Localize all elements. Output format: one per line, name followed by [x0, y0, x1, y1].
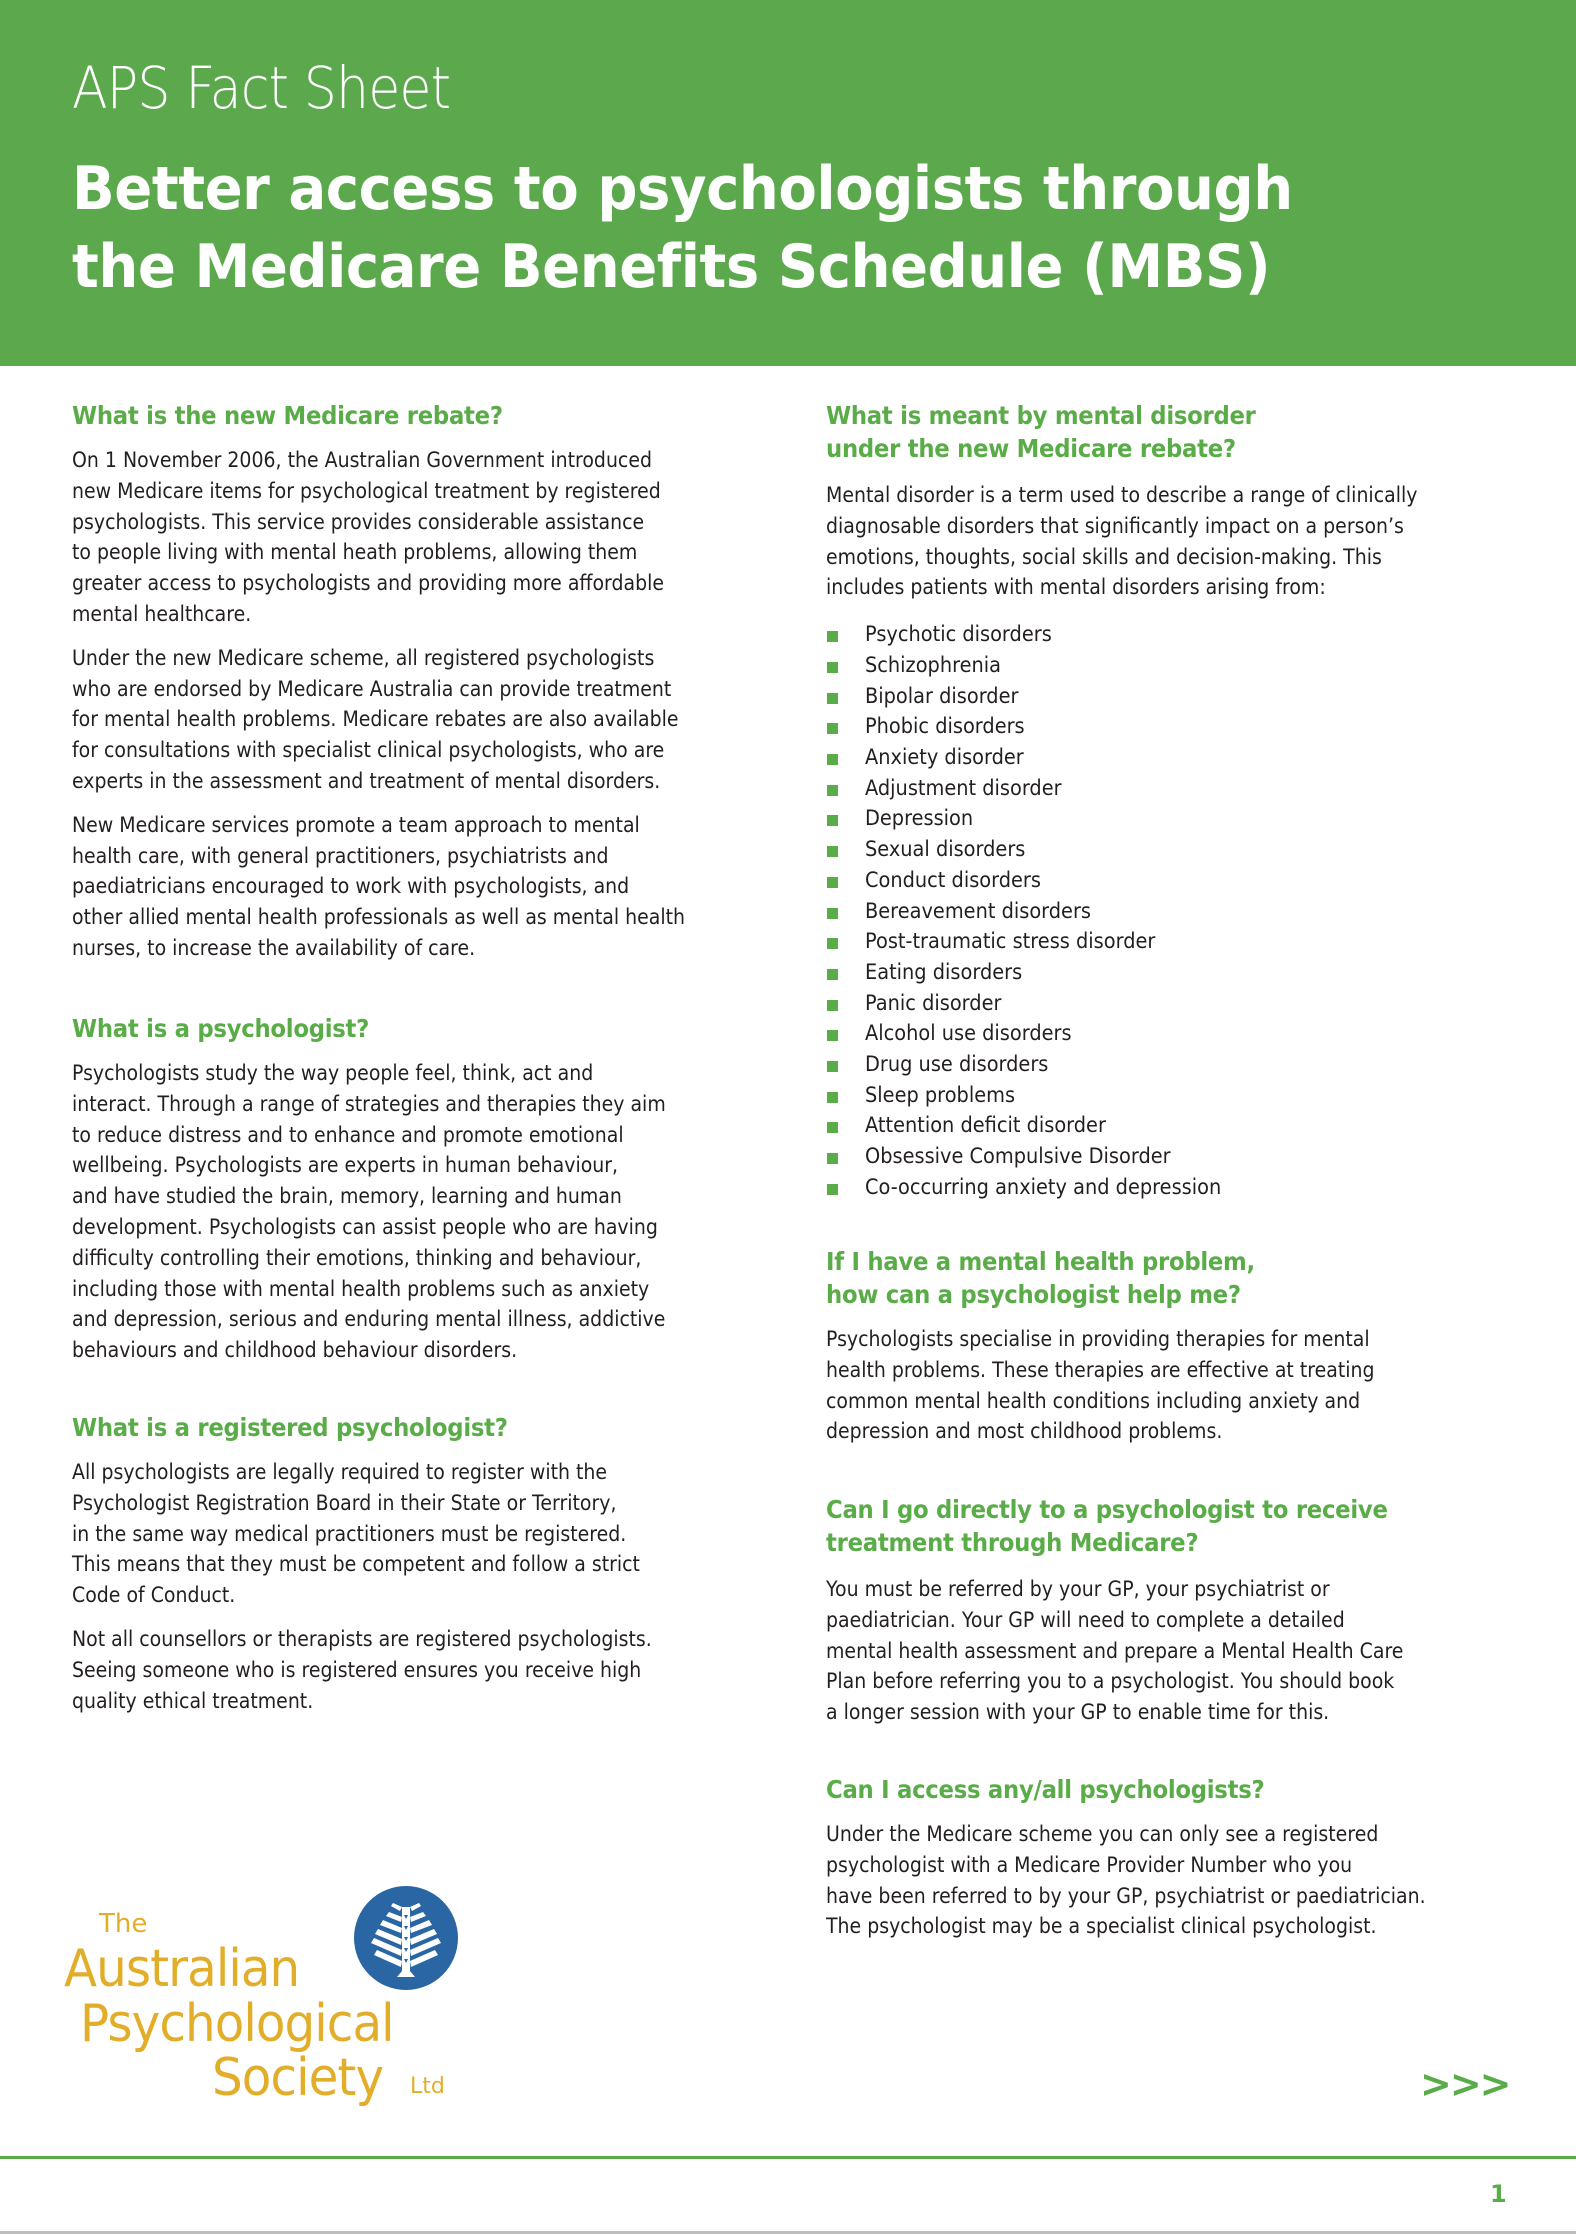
- section-heading: If I have a mental health problem, how can a psychologist help me?: [826, 1247, 1255, 1309]
- list-item: Attention deficit disorder: [826, 1111, 1526, 1142]
- logo-text-psychological: Psychological: [80, 1994, 394, 2054]
- list-item: Depression: [826, 804, 1526, 835]
- list-item: Obsessive Compulsive Disorder: [826, 1142, 1526, 1173]
- section-what-is-psychologist: [72, 1012, 772, 1367]
- square-bullet-icon: [827, 693, 838, 704]
- section-heading: Can I go directly to a psychologist to receive treatment through Medicare?: [826, 1495, 1388, 1557]
- square-bullet-icon: [827, 1030, 838, 1041]
- list-item: Conduct disorders: [826, 866, 1526, 897]
- paragraph: Not all counsellors or therapists are registered psychologists. Seeing someone who is registered ensures you receive high quality ethical treatment.: [72, 1626, 652, 1714]
- list-item: Sexual disorders: [826, 835, 1526, 866]
- section-mental-disorder-definition: [826, 399, 1526, 1204]
- square-bullet-icon: [827, 908, 838, 919]
- section-new-medicare-rebate: [72, 399, 772, 965]
- list-item: Anxiety disorder: [826, 743, 1526, 774]
- list-item: Panic disorder: [826, 989, 1526, 1020]
- section-heading: What is the new Medicare rebate?: [72, 401, 503, 430]
- document-type-label: APS Fact Sheet: [72, 54, 451, 122]
- footer-divider: [0, 2156, 1576, 2159]
- paragraph: Mental disorder is a term used to describe a range of clinically diagnosable disorders that significantly impact on a person’s emotions, thoughts, social skills and decision-making. This includes patients with mental disorders arising from:: [826, 483, 1418, 601]
- paragraph: Under the new Medicare scheme, all registered psychologists who are endorsed by Medicare Australia can provide treatment for mental health problems. Medicare rebates are also available for consultations with specialist clinical psychologists, who are experts in the assessment and treatment of mental disorders.: [72, 645, 679, 794]
- square-bullet-icon: [827, 1000, 838, 1011]
- list-item: Co-occurring anxiety and depression: [826, 1173, 1526, 1204]
- square-bullet-icon: [827, 1092, 838, 1103]
- section-how-psychologist-helps: [826, 1245, 1526, 1448]
- paragraph: Psychologists study the way people feel, think, act and interact. Through a range of strategies and therapies they aim to reduce distress and to enhance and promote emotional wellbeing. Psychologists are experts in human behaviour, and have studied the brain, memory, learning and human development. Psychologists can assist people who are having difficulty controlling their emotions, thinking and behaviour, including those with mental health problems such as anxiety and depression, serious and enduring mental illness, addictive behaviours and childhood behaviour disorders.: [72, 1061, 666, 1364]
- square-bullet-icon: [827, 846, 838, 857]
- square-bullet-icon: [827, 938, 838, 949]
- header-banner: [0, 0, 1576, 366]
- list-item: Adjustment disorder: [826, 774, 1526, 805]
- page-title-line-1: Better access to psychologists through: [72, 154, 1293, 224]
- square-bullet-icon: [827, 1122, 838, 1133]
- section-direct-access: [826, 1493, 1526, 1729]
- paragraph: You must be referred by your GP, your psychiatrist or paediatrician. Your GP will need to complete a detailed mental health assessment and prepare a Mental Health Care Plan before referring you to a psychologist. You should book a longer session with your GP to enable time for this.: [826, 1577, 1404, 1726]
- list-item: Eating disorders: [826, 958, 1526, 989]
- section-heading: What is a psychologist?: [72, 1014, 370, 1043]
- square-bullet-icon: [827, 1184, 838, 1195]
- page-number: 1: [1490, 2180, 1507, 2208]
- square-bullet-icon: [827, 662, 838, 673]
- list-item: Phobic disorders: [826, 712, 1526, 743]
- list-item: Post-traumatic stress disorder: [826, 927, 1526, 958]
- square-bullet-icon: [827, 969, 838, 980]
- page-title: [72, 150, 1428, 306]
- logo-text-australian: Australian: [64, 1939, 300, 1999]
- square-bullet-icon: [827, 877, 838, 888]
- paragraph: Psychologists specialise in providing therapies for mental health problems. These therapies are effective at treating common mental health conditions including anxiety and depression and most childhood problems.: [826, 1327, 1375, 1445]
- next-page-indicator[interactable]: >>>: [1420, 2062, 1510, 2106]
- section-registered-psychologist: [72, 1411, 772, 1717]
- section-access-any-psychologist: [826, 1773, 1526, 1943]
- logo-text-society: Society: [212, 2048, 384, 2108]
- list-item: Bipolar disorder: [826, 682, 1526, 713]
- section-heading: What is meant by mental disorder under the new Medicare rebate?: [826, 401, 1256, 463]
- paragraph: All psychologists are legally required to register with the Psychologist Registration Board in their State or Territory, in the same way medical practitioners must be registered. This means that they must be competent and follow a strict Code of Conduct.: [72, 1460, 640, 1609]
- list-item: Schizophrenia: [826, 651, 1526, 682]
- square-bullet-icon: [827, 785, 838, 796]
- list-item: Bereavement disorders: [826, 897, 1526, 928]
- disorders-list: [826, 620, 1526, 1203]
- square-bullet-icon: [827, 754, 838, 765]
- list-item: Drug use disorders: [826, 1050, 1526, 1081]
- tree-emblem-icon: [353, 1885, 459, 1991]
- list-item: Sleep problems: [826, 1081, 1526, 1112]
- logo-text-the: The: [99, 1909, 148, 1939]
- paragraph: On 1 November 2006, the Australian Government introduced new Medicare items for psychological treatment by registered psychologists. This service provides considerable assistance to people living with mental heath problems, allowing them greater access to psychologists and providing more affordable mental healthcare.: [72, 448, 664, 627]
- page-title-line-2: the Medicare Benefits Schedule (MBS): [72, 232, 1271, 302]
- square-bullet-icon: [827, 631, 838, 642]
- list-item: Alcohol use disorders: [826, 1019, 1526, 1050]
- paragraph: Under the Medicare scheme you can only see a registered psychologist with a Medicare Provider Number who you have been referred to by your GP, psychiatrist or paediatrician. The psychologist may be a specialist clinical psychologist.: [826, 1822, 1426, 1940]
- square-bullet-icon: [827, 815, 838, 826]
- section-heading: Can I access any/all psychologists?: [826, 1775, 1265, 1804]
- square-bullet-icon: [827, 1061, 838, 1072]
- square-bullet-icon: [827, 723, 838, 734]
- square-bullet-icon: [827, 1153, 838, 1164]
- paragraph: New Medicare services promote a team approach to mental health care, with general practitioners, psychiatrists and paediatricians encouraged to work with psychologists, and other allied mental health professionals as well as mental health nurses, to increase the availability of care.: [72, 812, 686, 961]
- logo-text-ltd: Ltd: [410, 2074, 445, 2099]
- list-item: Psychotic disorders: [826, 620, 1526, 651]
- aps-logo: [60, 1885, 480, 2125]
- section-heading: What is a registered psychologist?: [72, 1413, 508, 1442]
